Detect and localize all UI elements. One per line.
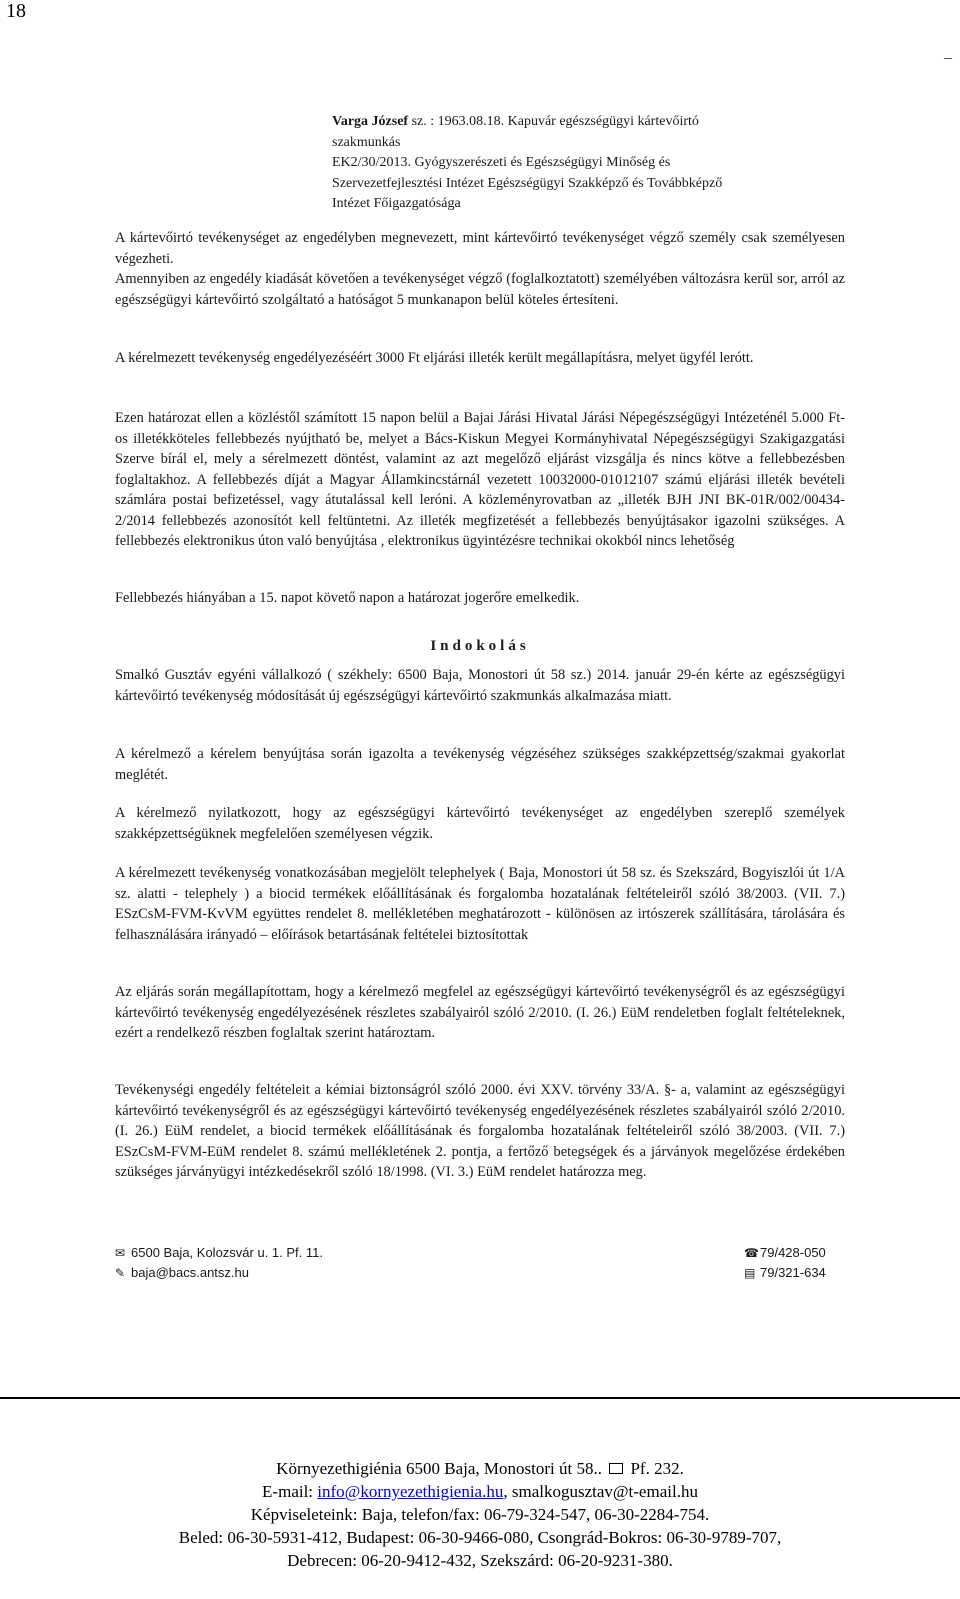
footer-pobox: Pf. 232. [630,1459,684,1478]
office-email: baja@bacs.antsz.hu [131,1265,249,1280]
paragraph-9: Az eljárás során megállapítottam, hogy a kérelmező megfelel az egészségügyi kártevőirtó tevékenységről és az egészségügyi kártevőirtó tevékenység engedélyezésének részletes szabályairól szóló 2/2010. (I. 26.) EüM rendeletben foglalt feltételeknek, ezért a rendelkező részben foglaltak szerint határoztam. [115,984,845,1041]
footer-line-3: Képviseleteink: Baja, telefon/fax: 06-79-324-547, 06-30-2284-754. [250,1505,710,1524]
header-line-1-text: sz. : 1963.08.18. Kapuvár egészségügyi kártevőirtó [408,114,699,129]
footer-line-1 [0,1457,960,1480]
header-name: Varga József [332,114,409,129]
paragraph-4b: Fellebbezés hiányában a 15. napot követő napon a határozat jogerőre emelkedik. [115,590,580,606]
mailbox-icon [609,1463,623,1474]
page-number: 18 [6,0,26,22]
office-email-row [115,1263,323,1283]
paragraph-4: Ezen határozat ellen a közléstől számított 15 napon belül a Bajai Járási Hivatal Járási Népegészségügyi Intézeténél 5.000 Ft-os illetékköteles fellebbezés nyújtható be, melyet a Bács-Kiskun Megyei Kormányhivatal Népegészségügyi Szakigazgatási Szerve bírál el, mely a sérelmezett döntést, valamint az azt megelőző eljárást vizsgálja és nincs kötve a fellebbezésben foglaltakhoz. A fellebbezés díját a Magyar Államkincstárnál vezetett 10032000-01012107 számú eljárási illeték bevételi számlára postai befizetéssel, vagy átutalással kell leróni. A közleményrovatban az „illeték BJH JNI BK-01R/002/00434-2/2014 fellebbezés azonosítót kell feltüntetni. Az illeték megfizetését a fellebbezés benyújtásakor igazolni szükséges. A fellebbezés elektronikus úton való benyújtása , elektronikus ügyintézésre technikai okokból nincs lehetőség [115,410,845,549]
section-title: Indokolás [430,638,530,654]
footer-email-prefix: E-mail: [262,1482,318,1501]
paragraph-5: Smalkó Gusztáv egyéni vállalkozó ( székhely: 6500 Baja, Monostori út 58 sz.) 2014. január 29-én kérte az egészségügyi kártevőirtó tevékenység módosítását új egészségügyi kártevőirtó szakmunkás alkalmazása miatt. [115,667,845,704]
pen-icon: ✎ [115,1266,126,1280]
office-address: 6500 Baja, Kolozsvár u. 1. Pf. 11. [131,1245,323,1260]
footer-divider [0,1397,960,1399]
paragraph-1: A kártevőirtó tevékenységet az engedélyben megnevezett, mint kártevőirtó tevékenységet végző személy csak személyesen végezheti. [115,230,845,267]
scanned-document [0,60,960,1400]
office-contact-left [115,1243,323,1283]
header-line-5: Intézet Főigazgatósága [332,196,461,211]
header-block [332,112,842,215]
paragraph-8: A kérelmezett tevékenység vonatkozásában megjelölt telephelyek ( Baja, Monostori út 58 sz. és Szekszárd, Bogyiszlói út 1/A sz. alatti - telephely ) a biocid termékek előállításának és forgalomba hozatalának feltételeiről szóló 38/2003. (VII. 7.) ESzCsM-FVM-KvVM együttes rendelet 8. mellékletében meghatározott - különösen az irtószerek szállítására, tárolására és felhasználására irányadó – előírások betartásának feltételei biztosítottak [115,865,845,943]
office-phone: 79/428-050 [760,1245,826,1260]
office-contact-right [744,1243,826,1283]
footer-line-2 [0,1480,960,1503]
phone-icon: ☎ [744,1246,759,1260]
office-fax-row [744,1263,826,1283]
fax-icon: ▤ [744,1266,756,1280]
footer-email-link[interactable]: info@kornyezethigienia.hu [317,1482,504,1501]
header-line-3: EK2/30/2013. Gyógyszerészeti és Egészségügyi Minőség és [332,155,671,170]
paragraph-6: A kérelmező a kérelem benyújtása során igazolta a tevékenység végzéséhez szükséges szakképzettség/szakmai gyakorlat meglétét. [115,746,845,783]
paragraph-2: Amennyiben az engedély kiadását követően a tevékenységet végző (foglalkoztatott) személyében változásra kerül sor, arról az egészségügyi kártevőirtó szolgáltató a hatóságot 5 munkanapon belül köteles értesíteni. [115,271,845,308]
corner-mark: _ [944,44,952,61]
footer-address: Környezethigiénia 6500 Baja, Monostori út 58.. [276,1459,602,1478]
header-line-4: Szervezetfejlesztési Intézet Egészségügyi Szakképző és Továbbképző [332,175,723,191]
header-line-1 [332,112,842,133]
paragraph-3: A kérelmezett tevékenység engedélyezéséért 3000 Ft eljárási illeték került megállapításra, melyet ügyfél lerótt. [115,350,754,366]
footer-line-5: Debrecen: 06-20-9412-432, Szekszárd: 06-20-9231-380. [287,1551,673,1570]
office-address-row [115,1243,323,1263]
office-phone-row [744,1243,826,1263]
page-footer [0,1457,960,1572]
office-fax: 79/321-634 [760,1265,826,1280]
footer-line-4: Beled: 06-30-5931-412, Budapest: 06-30-9466-080, Csongrád-Bokros: 06-30-9789-707, [178,1528,782,1547]
paragraph-7: A kérelmező nyilatkozott, hogy az egészségügyi kártevőirtó tevékenységet az engedélyben szereplő személyek szakképzettségüknek megfelelően személyesen végzik. [115,805,845,842]
mailbox-icon: ✉ [115,1246,126,1260]
header-line-2: szakmunkás [332,134,401,150]
footer-email-secondary: , smalkogusztav@t-email.hu [503,1482,698,1501]
paragraph-10: Tevékenységi engedély feltételeit a kémiai biztonságról szóló 2000. évi XXV. törvény 33/A. §- a, valamint az egészségügyi kártevőirtó tevékenységről és az egészségügyi kártevőirtó tevékenység engedélyezésének részletes szabályairól szóló 2/2010. (I. 26.) EüM rendelet, a biocid termékek előállításának és forgalomba hozatalának feltételeiről szóló 38/2003. (VII. 7.) ESzCsM-FVM-EüM rendelet 8. számú mellékletének 2. pontja, a fertőző betegségek és a járványok megelőzése érdekében szükséges járványügyi intézkedésekről szóló 18/1998. (VI. 3.) EüM rendelet határozza meg. [115,1082,845,1180]
